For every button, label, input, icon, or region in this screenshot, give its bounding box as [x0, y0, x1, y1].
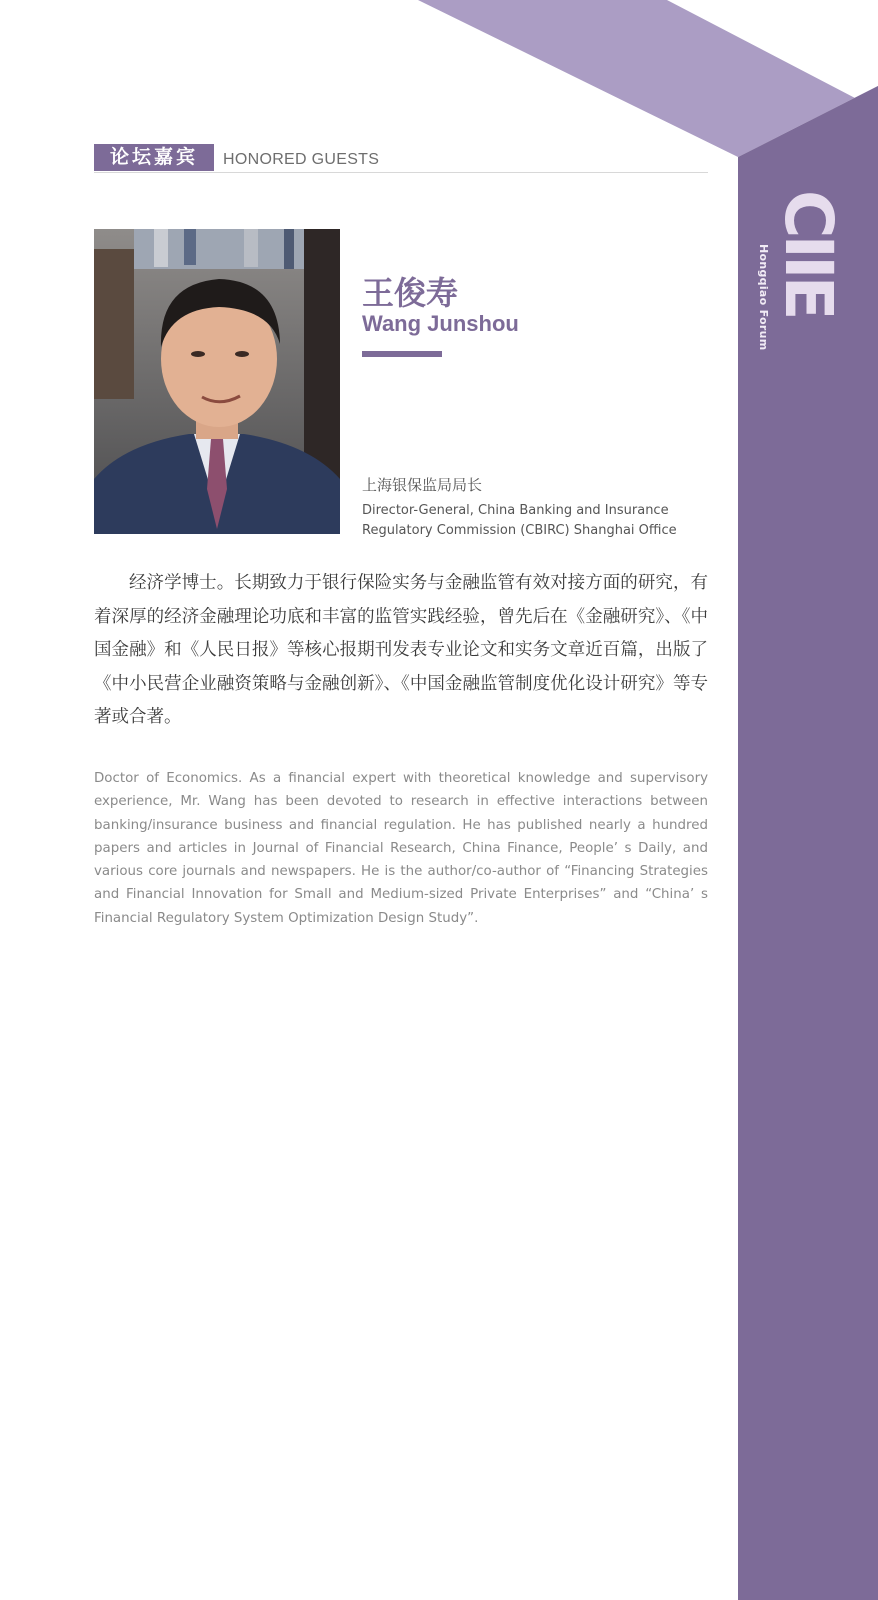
- guest-portrait-photo: [94, 229, 340, 534]
- section-header: [94, 144, 708, 173]
- name-underline-bar: [362, 351, 442, 357]
- section-title-en: HONORED GUESTS: [223, 151, 380, 168]
- guest-name-cn: 王俊寿: [362, 274, 459, 312]
- guest-name-en: Wang Junshou: [362, 311, 519, 336]
- section-title-cn: 论坛嘉宾: [94, 144, 214, 171]
- hongqiao-forum-label: Hongqiao Forum: [757, 244, 770, 351]
- guest-title-cn: 上海银保监局局长: [362, 476, 483, 494]
- portrait-illustration: [94, 229, 340, 534]
- ciie-logo: CIIE: [770, 190, 847, 317]
- guest-bio-cn: 经济学博士。长期致力于银行保险实务与金融监管有效对接方面的研究，有着深厚的经济金融理论功底和丰富的监管实践经验，曾先后在《金融研究》、《中国金融》和《人民日报》等核心报期刊发表专业论文和实务文章近百篇，出版了《中小民营企业融资策略与金融创新》、《中国金融监管制度优化设计研究》等专著或合著。: [94, 573, 708, 727]
- guest-bio-en: Doctor of Economics. As a financial expert with theoretical knowledge and supervisory experience, Mr. Wang has been devoted to research in effective interactions between banking/insurance business and financial regulation. He has published nearly a hundred papers and articles in Journal of Financial Research, China Finance, People’ s Daily, and various core journals and newspapers. He is the author/co-author of “Financing Strategies and Financial Innovation for Small and Medium-sized Private Enterprises” and “China’ s Financial Regulatory System Optimization Design Study”.: [94, 771, 708, 926]
- guest-title-en: Director-General, China Banking and Insurance Regulatory Commission (CBIRC) Shanghai Office: [362, 503, 677, 538]
